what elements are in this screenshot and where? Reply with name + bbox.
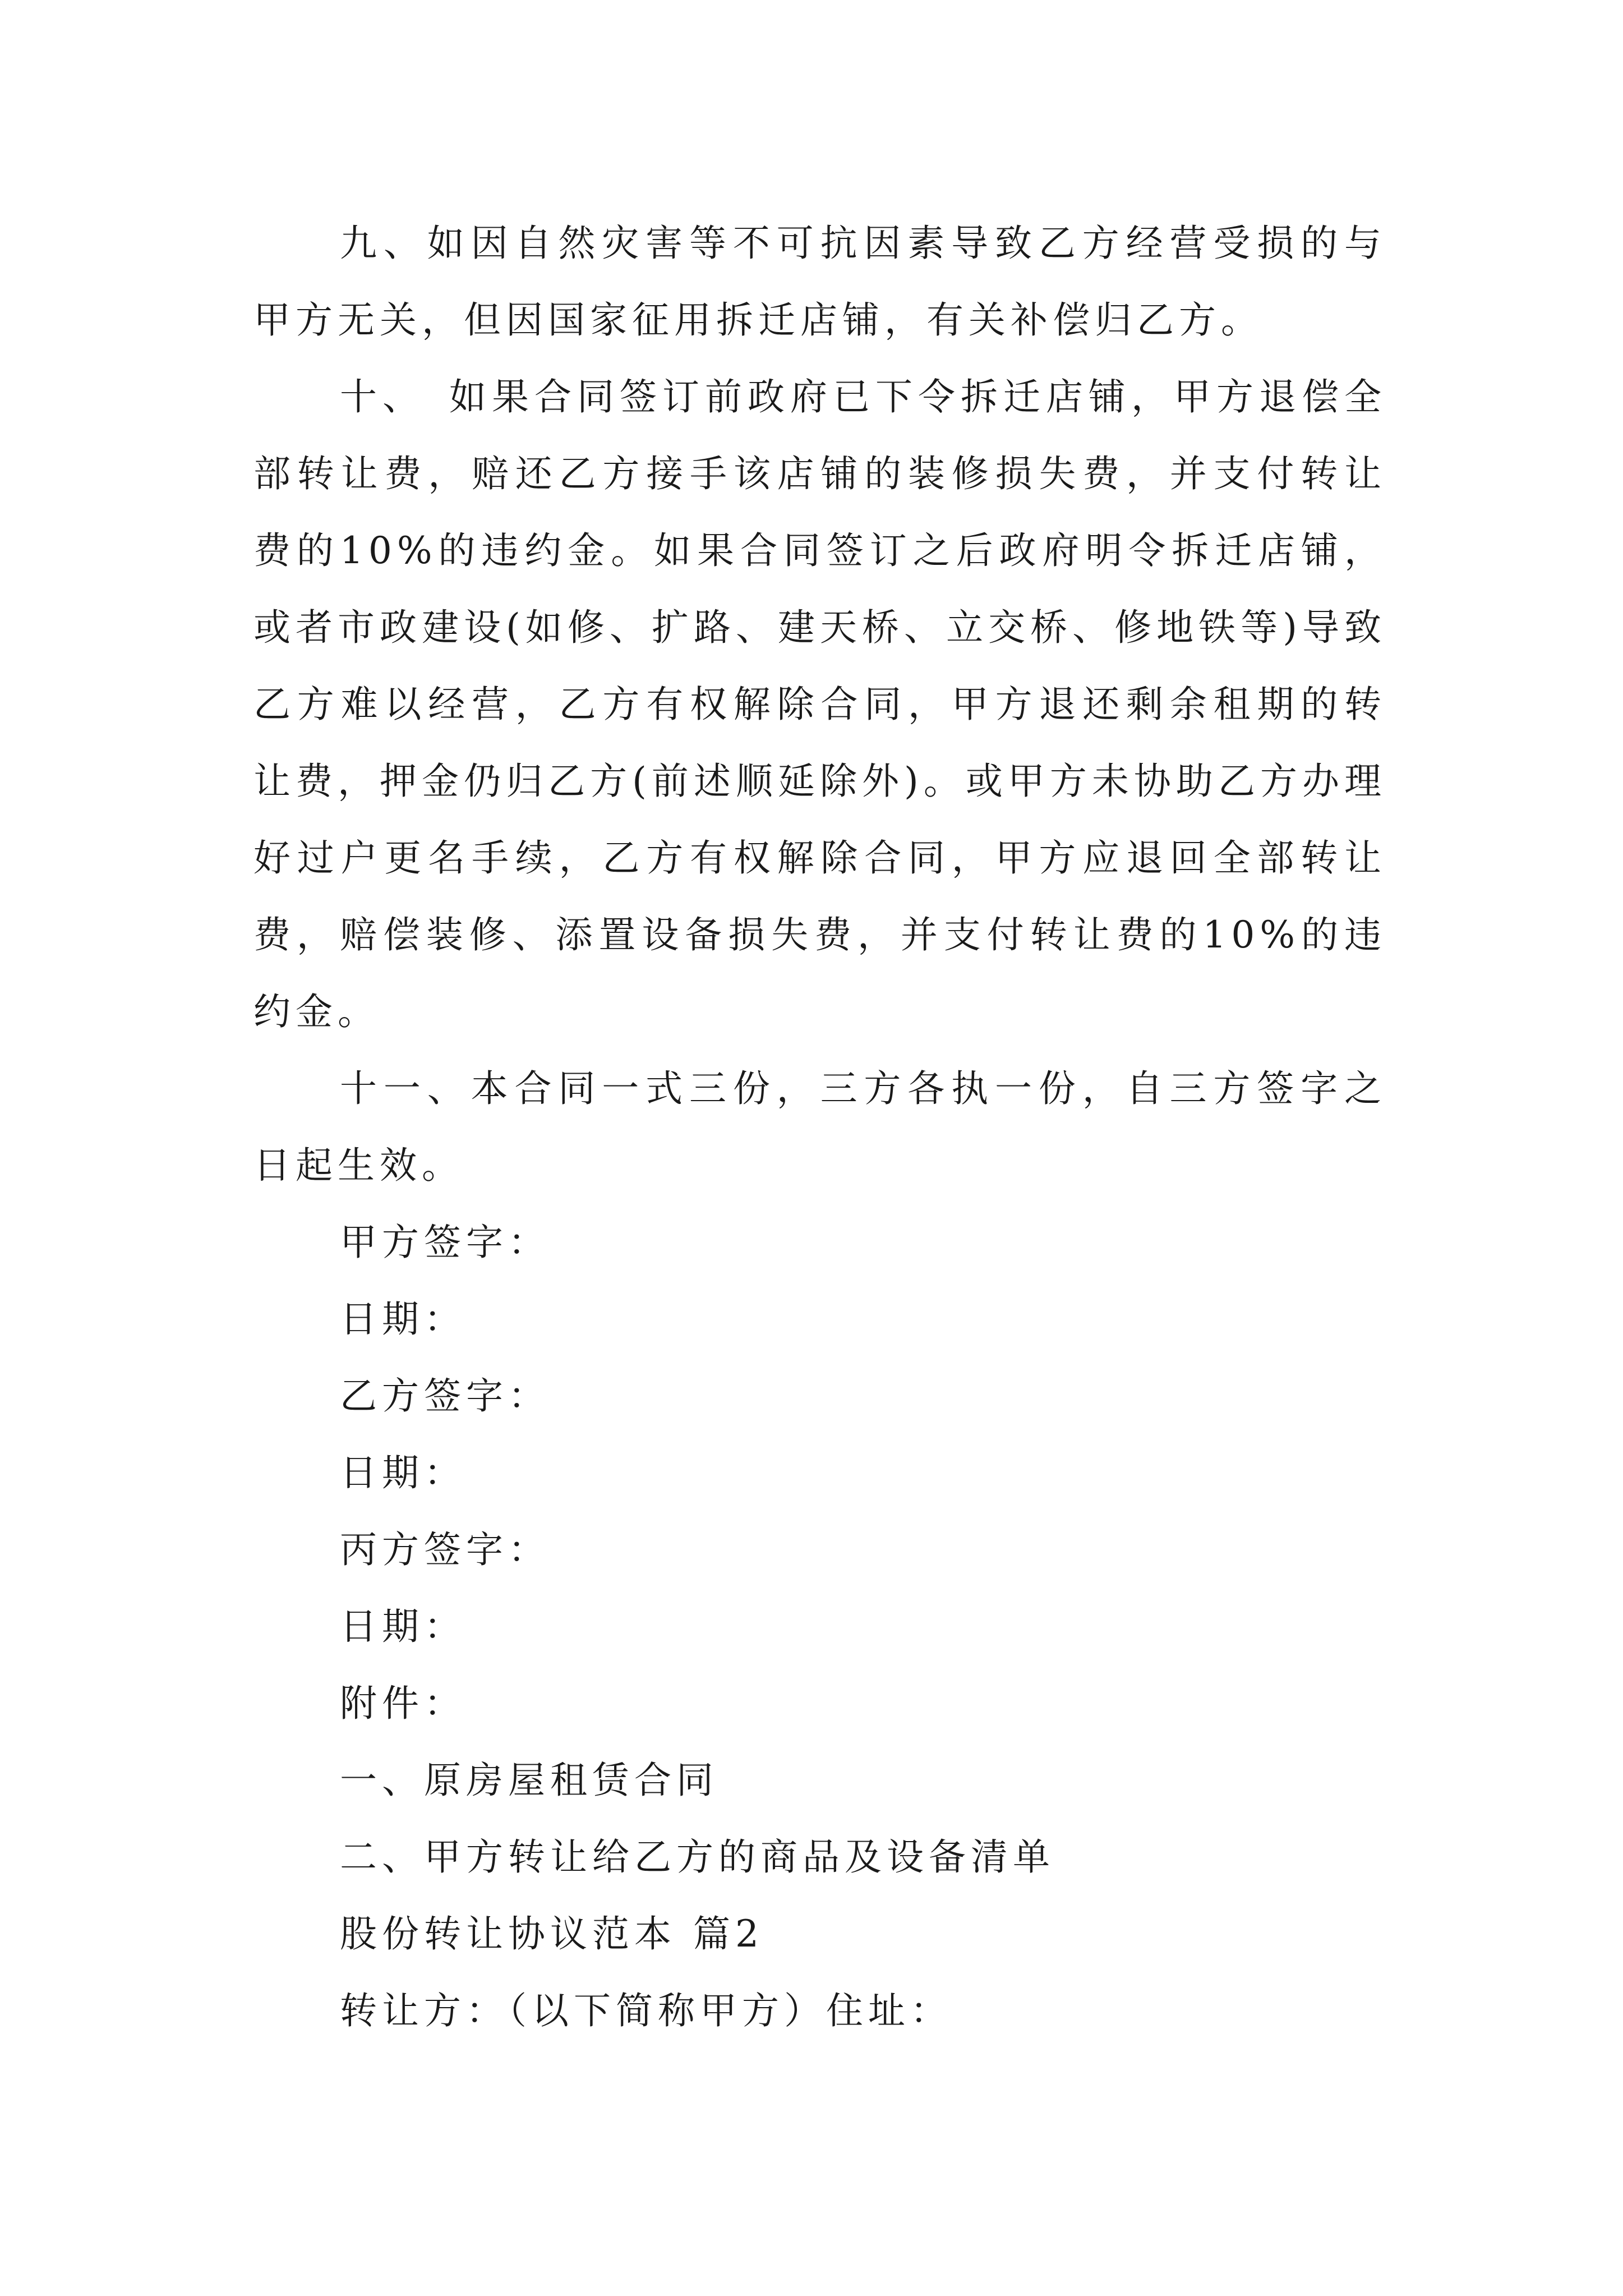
- transferor-line: 转让方：（以下简称甲方）住址：: [340, 1989, 952, 2032]
- party-b-date: 日期：: [340, 1451, 466, 1494]
- party-c-date: 日期：: [340, 1605, 466, 1648]
- attachment-item-1: 一、原房屋租赁合同: [340, 1759, 718, 1802]
- party-a-signature: 甲方签字：: [340, 1221, 550, 1264]
- document-body: [253, 205, 1386, 2049]
- clause-nine: 九、如因自然灾害等不可抗因素导致乙方经营受损的与甲方无关，但因国家征用拆迁店铺，有关补偿归乙方。: [253, 222, 1386, 342]
- party-a-date: 日期：: [340, 1297, 466, 1341]
- clause-eleven: 十一、本合同一式三份，三方各执一份，自三方签字之日起生效。: [253, 1067, 1386, 1187]
- party-c-signature: 丙方签字：: [340, 1528, 550, 1571]
- party-b-signature: 乙方签字：: [340, 1374, 550, 1418]
- clause-ten: 十、 如果合同签订前政府已下令拆迁店铺，甲方退偿全部转让费，赔还乙方接手该店铺的装修损失费，并支付转让费的10%的违约金。如果合同签订之后政府明令拆迁店铺，或者市政建设(如修、扩路、建天桥、立交桥、修地铁等)导致乙方难以经营，乙方有权解除合同，甲方退还剩余租期的转让费，押金仍归乙方(前述顺延除外)。或甲方未协助乙方办理好过户更名手续，乙方有权解除合同，甲方应退回全部转让费，赔偿装修、添置设备损失费，并支付转让费的10%的违约金。: [253, 375, 1386, 1033]
- attachments-heading: 附件：: [340, 1682, 466, 1725]
- attachment-item-2: 二、甲方转让给乙方的商品及设备清单: [340, 1835, 1055, 1879]
- section-title: 股份转让协议范本 篇2: [340, 1912, 764, 1955]
